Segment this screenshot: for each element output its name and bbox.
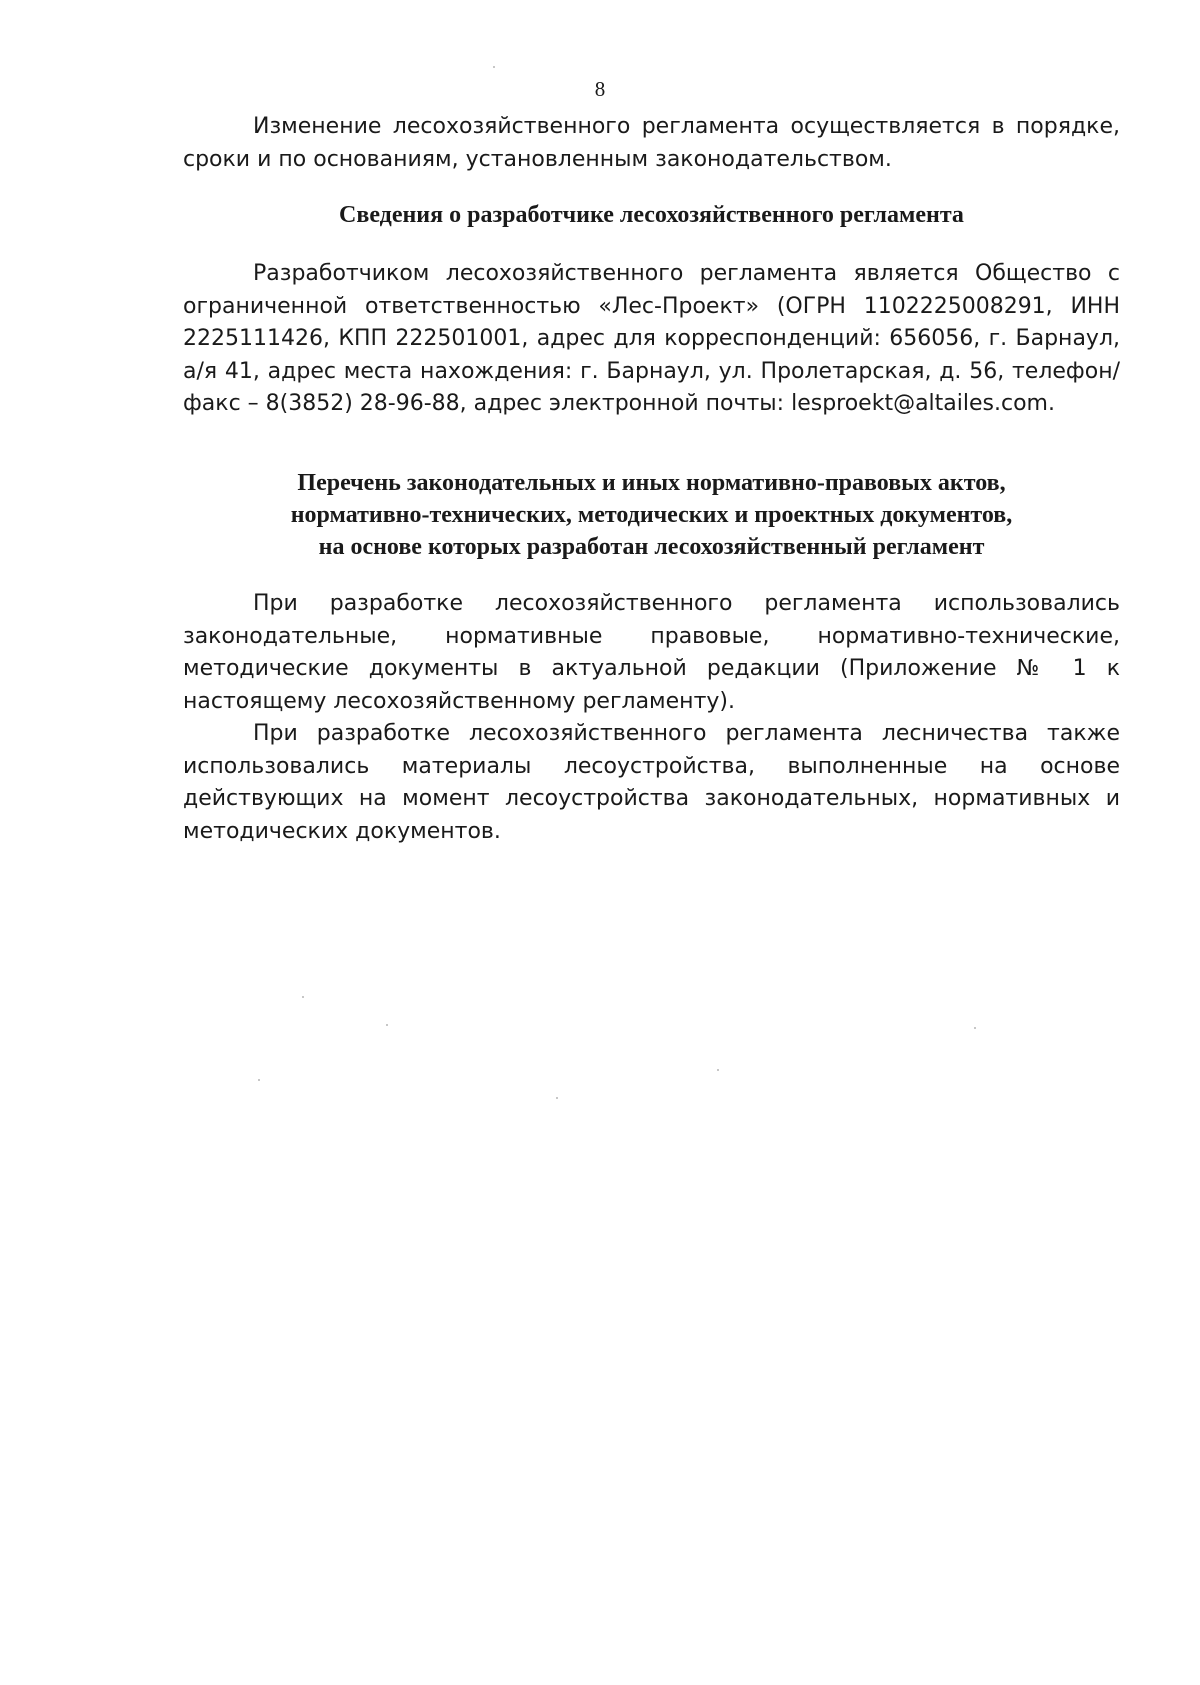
scan-speck [974,1027,976,1029]
legal-acts-title-line: нормативно-технических, методических и проектных документов, [290,502,1013,528]
developer-section-title [183,199,1120,231]
legal-acts-paragraph-2: При разработке лесохозяйственного регламента лесничества также использовались материалы лесоустройства, выполненные на основе действующих на момент лесоустройства законодательных, нормативных и методических документов. [183,721,1120,844]
legal-acts-paragraph-1: При разработке лесохозяйственного регламента использовались законодательные, нормативные правовые, нормативно-технические, методические документы в актуальной редакции (Приложение № 1 к настоящему лесохозяйственному регламенту). [183,591,1120,714]
scan-speck [717,1069,719,1071]
scan-speck [258,1079,260,1081]
legal-acts-title-line: Перечень законодательных и иных нормативно-правовых актов, [297,470,1006,496]
developer-paragraph: Разработчиком лесохозяйственного регламента является Общество с ограниченной ответственностью «Лес-Проект» (ОГРН 1102225008291, ИНН 2225111426, КПП 222501001, адрес для корреспонденций: 656056, г. Барнаул, а/я 41, адрес места нахождения: г. Барнаул, ул. Пролетарская, д. 56, телефон/факс – 8(3852) 28-96-88, адрес электронной почты: lesproekt@altailes.com. [183,261,1120,416]
scan-speck [302,996,304,998]
intro-block [183,111,1120,176]
scan-speck [386,1024,388,1026]
intro-paragraph: Изменение лесохозяйственного регламента осуществляется в порядке, сроки и по основаниям, установленным законодательством. [183,114,1120,172]
legal-acts-section-title [183,467,1120,563]
scan-speck [493,66,495,68]
legal-acts-title-line: на основе которых разработан лесохозяйственный регламент [318,534,985,560]
developer-block [183,258,1120,421]
legal-acts-block [183,588,1120,848]
developer-section-title-text: Сведения о разработчике лесохозяйственного регламента [339,202,964,228]
scan-speck [556,1097,558,1099]
page-number: 8 [594,77,606,101]
